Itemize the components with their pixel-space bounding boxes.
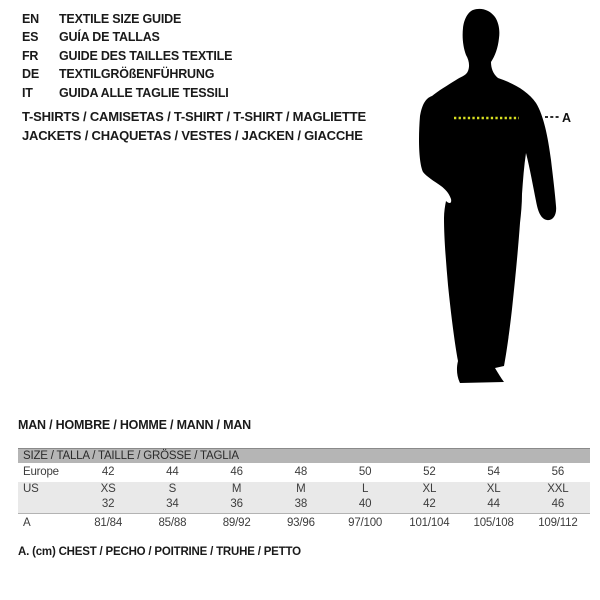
table-row-numeric	[18, 497, 590, 513]
table-row-us	[18, 482, 590, 497]
language-row	[22, 84, 232, 102]
language-code: IT	[22, 85, 33, 100]
table-cell: 50	[358, 466, 372, 478]
row-label: Europe	[23, 466, 59, 478]
table-cell: 34	[166, 498, 179, 510]
row-label: US	[23, 483, 39, 495]
table-cell: 109/112	[538, 516, 578, 529]
table-cell: 44	[166, 466, 179, 478]
section-title-man: MAN / HOMBRE / HOMME / MANN / MAN	[18, 418, 251, 432]
table-cell: 46	[551, 498, 565, 510]
table-cell: 54	[487, 466, 500, 478]
language-guide-list	[22, 10, 232, 102]
language-title: GUIDE DES TAILLES TEXTILE	[59, 48, 233, 63]
language-row	[22, 28, 232, 46]
table-row-europe	[18, 463, 590, 482]
language-title: GUIDA ALLE TAGLIE TESSILI	[59, 85, 229, 100]
row-label: A	[23, 516, 31, 529]
language-row	[22, 65, 232, 83]
language-title: GUÍA DE TALLAS	[59, 30, 160, 45]
table-cell: 46	[230, 466, 243, 478]
language-code: DE	[22, 67, 39, 82]
table-cell: 56	[551, 466, 565, 478]
table-cell: 36	[230, 498, 243, 510]
table-cell: XXL	[547, 483, 569, 495]
table-cell: 44	[487, 498, 500, 510]
size-table	[18, 448, 590, 533]
language-title: TEXTILE SIZE GUIDE	[59, 12, 182, 26]
table-cell: 38	[294, 498, 308, 510]
table-cell: 101/104	[409, 516, 450, 529]
language-row	[22, 47, 232, 65]
table-cell: 105/108	[473, 516, 514, 529]
table-cell: 93/96	[286, 516, 315, 529]
table-cell: 32	[101, 498, 115, 510]
category-heading	[22, 108, 366, 145]
category-line-jackets: JACKETS / CHAQUETAS / VESTES / JACKEN / GIACCHE	[22, 127, 363, 143]
table-cell: S	[168, 483, 177, 495]
measurement-figure	[405, 0, 600, 400]
table-cell: XL	[486, 483, 501, 495]
measurement-footnote: A. (cm) CHEST / PECHO / POITRINE / TRUHE / PETTO	[18, 546, 301, 558]
table-row-chest-a	[18, 513, 590, 533]
table-cell: 97/100	[348, 516, 383, 529]
category-line-tshirts: T-SHIRTS / CAMISETAS / T-SHIRT / T-SHIRT / MAGLIETTE	[22, 109, 366, 124]
language-code: EN	[22, 12, 39, 26]
table-cell: M	[296, 483, 306, 495]
table-cell: 52	[423, 466, 436, 478]
language-title: TEXTILGRÖßENFÜHRUNG	[59, 67, 215, 82]
table-cell: L	[362, 483, 369, 495]
row-label	[18, 497, 76, 513]
table-cell: XS	[100, 483, 116, 495]
table-cell: 89/92	[222, 516, 251, 529]
table-cell: 48	[294, 466, 308, 478]
table-cell: 40	[358, 498, 372, 510]
table-cell: M	[231, 483, 242, 495]
man-silhouette-svg	[405, 0, 600, 400]
size-table-header: SIZE / TALLA / TAILLE / GRÖSSE / TAGLIA	[18, 448, 590, 463]
table-cell: 85/88	[158, 516, 187, 529]
table-cell: 81/84	[94, 516, 123, 529]
language-code: FR	[22, 48, 39, 63]
table-cell: 42	[101, 466, 115, 478]
measure-label-a: A	[562, 111, 572, 125]
language-code: ES	[22, 30, 39, 45]
man-silhouette-path	[419, 9, 556, 383]
table-cell: 42	[423, 498, 436, 510]
language-row	[22, 10, 232, 28]
table-cell: XL	[422, 483, 437, 495]
